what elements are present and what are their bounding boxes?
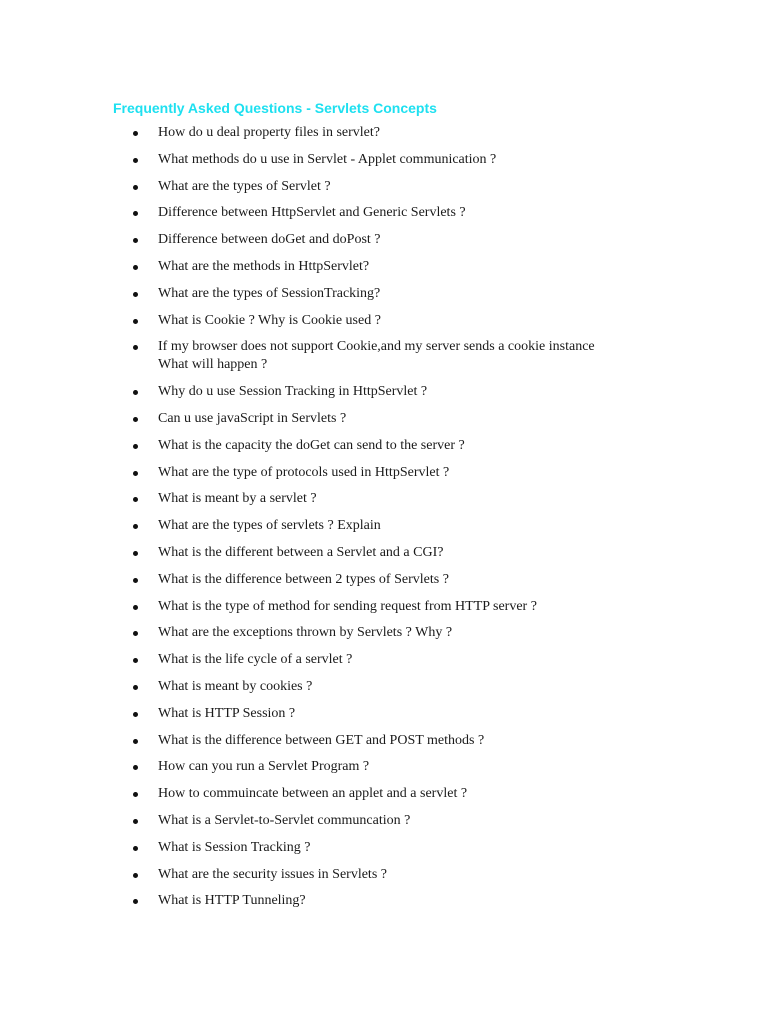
bullet-icon (133, 551, 138, 556)
bullet-icon (133, 605, 138, 610)
list-item (0, 151, 768, 169)
question-text: What are the security issues in Servlets ? (158, 866, 387, 882)
question-text: What are the types of servlets ? Explain (158, 518, 381, 534)
list-item (0, 678, 768, 696)
bullet-icon (133, 524, 138, 529)
question-text: What are the types of SessionTracking? (158, 285, 381, 301)
faq-list (0, 124, 768, 919)
question-text: What is HTTP Tunneling? (158, 893, 306, 909)
bullet-icon (133, 712, 138, 717)
question-text: How to commuincate between an applet and a servlet ? (158, 786, 468, 802)
bullet-icon (133, 658, 138, 663)
question-text: What is the different between a Servlet and a CGI? (158, 544, 444, 560)
question-text: What are the types of Servlet ? (158, 178, 331, 194)
bullet-icon (133, 873, 138, 878)
question-text: Why do u use Session Tracking in HttpServlet ? (158, 384, 428, 400)
page-title: Frequently Asked Questions - Servlets Concepts (113, 100, 437, 116)
list-item (0, 464, 768, 482)
list-item (0, 705, 768, 723)
question-text: If my browser does not support Cookie,and my server sends a cookie instance What will happen ? (158, 339, 595, 373)
bullet-icon (133, 739, 138, 744)
question-text: What is the life cycle of a servlet ? (158, 652, 353, 668)
bullet-icon (133, 158, 138, 163)
question-text: What is the capacity the doGet can send to the server ? (158, 437, 465, 453)
list-item (0, 178, 768, 196)
list-item (0, 544, 768, 562)
question-text: What is Cookie ? Why is Cookie used ? (158, 312, 381, 328)
list-item (0, 231, 768, 249)
list-item (0, 124, 768, 142)
bullet-icon (133, 685, 138, 690)
list-item (0, 571, 768, 589)
list-item (0, 839, 768, 857)
list-item (0, 204, 768, 222)
list-item (0, 812, 768, 830)
list-item (0, 732, 768, 750)
question-text: What is the difference between 2 types of Servlets ? (158, 571, 449, 587)
question-text: What are the exceptions thrown by Servlets ? Why ? (158, 625, 453, 641)
question-text: Can u use javaScript in Servlets ? (158, 410, 347, 426)
bullet-icon (133, 471, 138, 476)
question-text: Difference between doGet and doPost ? (158, 232, 381, 248)
bullet-icon (133, 899, 138, 904)
bullet-icon (133, 292, 138, 297)
bullet-icon (133, 792, 138, 797)
bullet-icon (133, 185, 138, 190)
bullet-icon (133, 345, 138, 350)
bullet-icon (133, 390, 138, 395)
list-item (0, 517, 768, 535)
question-text: What are the type of protocols used in HttpServlet ? (158, 464, 450, 480)
bullet-icon (133, 578, 138, 583)
question-text: How do u deal property files in servlet? (158, 125, 380, 140)
bullet-icon (133, 846, 138, 851)
list-item (0, 338, 768, 374)
list-item (0, 258, 768, 276)
list-item (0, 598, 768, 616)
bullet-icon (133, 238, 138, 243)
bullet-icon (133, 417, 138, 422)
bullet-icon (133, 211, 138, 216)
list-item (0, 785, 768, 803)
bullet-icon (133, 631, 138, 636)
bullet-icon (133, 319, 138, 324)
list-item (0, 410, 768, 428)
list-item (0, 866, 768, 884)
question-text: What is HTTP Session ? (158, 705, 296, 721)
question-text: What is the type of method for sending request from HTTP server ? (158, 598, 537, 614)
question-text: What is meant by cookies ? (158, 678, 313, 694)
list-item (0, 651, 768, 669)
bullet-icon (133, 131, 138, 136)
bullet-icon (133, 765, 138, 770)
bullet-icon (133, 265, 138, 270)
question-text: How can you run a Servlet Program ? (158, 759, 370, 775)
list-item (0, 312, 768, 330)
question-text: What is Session Tracking ? (158, 839, 311, 855)
bullet-icon (133, 497, 138, 502)
question-text: What is the difference between GET and POST methods ? (158, 732, 485, 748)
question-text: What is a Servlet-to-Servlet communcation ? (158, 812, 411, 828)
list-item (0, 892, 768, 910)
bullet-icon (133, 819, 138, 824)
list-item (0, 624, 768, 642)
list-item (0, 383, 768, 401)
list-item (0, 437, 768, 455)
question-text: What methods do u use in Servlet - Applet communication ? (158, 151, 497, 167)
list-item (0, 285, 768, 303)
list-item (0, 758, 768, 776)
question-text: What are the methods in HttpServlet? (158, 258, 370, 274)
list-item (0, 490, 768, 508)
bullet-icon (133, 444, 138, 449)
question-text: Difference between HttpServlet and Generic Servlets ? (158, 205, 466, 221)
question-text: What is meant by a servlet ? (158, 491, 317, 507)
